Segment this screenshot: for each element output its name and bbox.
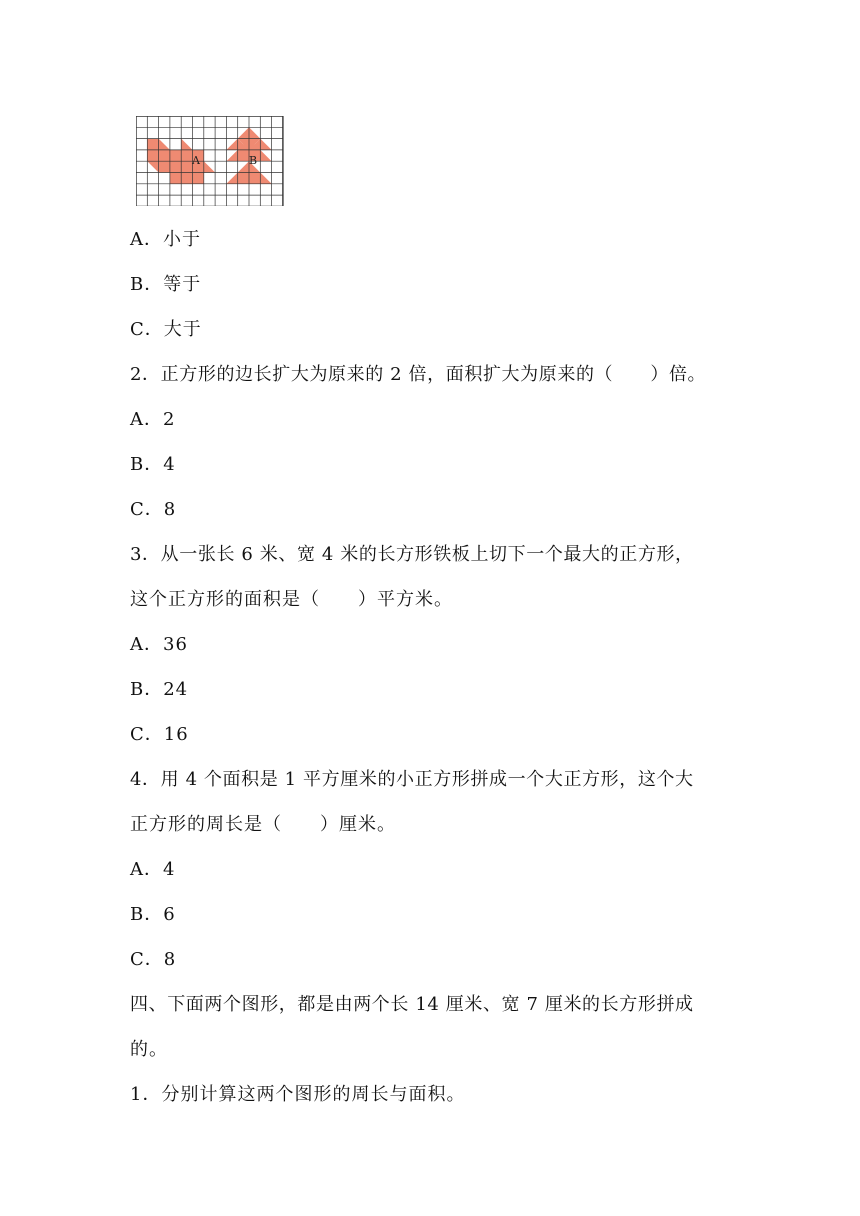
section4-heading-line2: 的。 (130, 1039, 168, 1060)
q3-stem-line1: 3．从一张长 6 米、宽 4 米的长方形铁板上切下一个最大的正方形， (130, 544, 694, 565)
q1-option-a: A．小于 (130, 229, 201, 250)
q1-option-b: B．等于 (130, 274, 202, 295)
q4-option-a: A．4 (130, 859, 176, 880)
section4-subquestion-1: 1．分别计算这两个图形的周长与面积。 (130, 1084, 466, 1105)
q2-stem: 2．正方形的边长扩大为原来的 2 倍，面积扩大为原来的（ ）倍。 (130, 364, 707, 385)
q2-option-c: C．8 (130, 499, 177, 520)
grid-figure-svg (136, 116, 284, 206)
q4-stem-line1: 4．用 4 个面积是 1 平方厘米的小正方形拼成一个大正方形，这个大 (130, 769, 694, 790)
q2-option-b: B．4 (130, 454, 176, 475)
q3-option-c: C．16 (130, 724, 189, 745)
grid-figure (136, 116, 284, 206)
section4-heading-line1: 四、下面两个图形，都是由两个长 14 厘米、宽 7 厘米的长方形拼成 (130, 994, 694, 1015)
q3-option-a: A．36 (130, 634, 188, 655)
q4-stem-line2: 正方形的周长是（ ）厘米。 (130, 814, 396, 835)
q3-stem-line2: 这个正方形的面积是（ ）平方米。 (130, 589, 453, 610)
q1-option-c: C．大于 (130, 319, 202, 340)
figure-label-b: B (249, 154, 258, 167)
q4-option-c: C．8 (130, 949, 177, 970)
figure-label-a: A (192, 154, 200, 167)
q2-option-a: A．2 (130, 409, 176, 430)
q3-option-b: B．24 (130, 679, 189, 700)
q4-option-b: B．6 (130, 904, 176, 925)
